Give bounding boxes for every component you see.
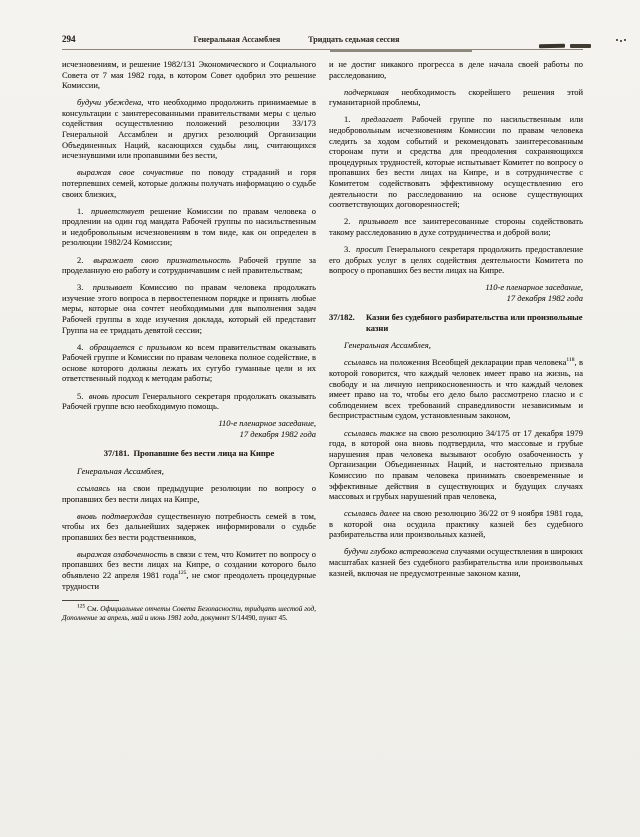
paragraph bbox=[329, 508, 583, 540]
footnote-text: , документ S/14490, пункт 45. bbox=[197, 614, 288, 623]
italic-lead: вновь подтверждая bbox=[77, 510, 153, 521]
paragraph-text: в связи с тем, что Комитет по вопросу о пропавших без вести лицах на Кипре, о создании которого было объявлено 22 апреля 1981 года bbox=[62, 548, 316, 581]
italic-lead: вновь просит bbox=[88, 390, 139, 401]
paragraph-text: Рабочей группе за проделанную ею работу и сотрудничавшим с ней правительствам; bbox=[62, 254, 317, 276]
paragraph-text: решение Комиссии по правам человека о продлении на один год мандата Рабочей группы по насильственным и недобровольным исчезновениям в том виде, как он определен в резолюции 1982/24 Комиссии; bbox=[62, 205, 316, 248]
paragraph-text: , что необходимо продолжить принимаемые в консультации с заинтересованными правительствами меры с целью содействия осуществлению положений резолюции 33/173 Генеральной Ассамблеи и других резолюций Организации Объединенных Наций, касающихся судьбы лиц, считающихся исчезнувшими или пропавшими без вести, bbox=[62, 97, 317, 161]
paragraph bbox=[62, 97, 316, 161]
scan-artifact-bar bbox=[539, 44, 565, 48]
paragraph-text: Генерального секретаря продолжить предоставление его добрых услуг в целях содействия деятельности Комитета по вопросу о пропавших без вести лицах на Кипре. bbox=[329, 243, 584, 276]
paragraph bbox=[62, 483, 316, 504]
footnote-marker: 125 bbox=[77, 603, 86, 610]
paragraph-text: Генерального секретаря продолжать оказывать Рабочей группе всю необходимую помощь. bbox=[62, 390, 316, 412]
paragraph-text: на свою резолюцию 34/175 от 17 декабря 1979 года, в которой она вновь подтвердила, что массовые и грубые нарушения прав человека вызывают особую озабоченность у Организации Объединенных Наций, и настоятельно призвала Комиссию по правам человека принимать своевременные и эффективные действия в существующих и будущих случаях массовых и грубых нарушений прав человека, bbox=[329, 427, 583, 502]
paragraph-text: случаями осуществления в широких масштабах казней без судебного разбирательства или произвольных казней, включая не предусмотренные законом казни, bbox=[329, 546, 583, 578]
italic-lead: будучи убеждена bbox=[77, 97, 142, 108]
paragraph-text: на свои предыдущие резолюции по вопросу о пропавших без вести лицах на Кипре, bbox=[62, 482, 316, 504]
paragraph bbox=[329, 357, 583, 421]
paragraph bbox=[329, 87, 583, 108]
italic-lead: подчеркивая bbox=[344, 86, 389, 97]
running-title-session: Тридцать седьмая сессия bbox=[308, 35, 400, 44]
paragraph-text: ко всем правительствам оказывать Рабочей группе и Комиссии по правам человека полное содействие, в основе которого должны лежать их сугубо гуманные цели и их ответственный подход к методам работы; bbox=[62, 341, 317, 384]
paragraph bbox=[62, 511, 316, 543]
italic-lead: выражает свою признательность bbox=[93, 254, 231, 265]
italic-lead: ссылаясь также bbox=[344, 427, 406, 438]
paragraph-text: на свою резолюцию 36/22 от 9 ноября 1981 года, в которой она осудила практику казней без судебного разбирательства или произвольных казней, bbox=[329, 508, 584, 540]
item-number: 5. bbox=[77, 390, 84, 401]
resolution-item bbox=[329, 114, 583, 209]
resolution-number: 37/182. bbox=[329, 312, 355, 323]
paragraph-text: существенную потребность семей в том, чтобы их без дальнейших задержек информировали о судьбе пропавших без вести родственников, bbox=[62, 510, 316, 542]
item-number: 2. bbox=[344, 216, 351, 227]
italic-lead: ссылаясь bbox=[344, 357, 377, 368]
paragraph-text: Рабочей группе по насильственным или недобровольным исчезновениям Комиссии по правам человека следить за ходом событий и рекомендовать заинтересованным сторонам пути и средства для преодоления сохраняющихся процедурных трудностей, которые испытывает Комитет по вопросу о пропавших без вести лицах на Кипре, и в сотрудничестве с Комитетом содействовать эффективному осуществлению его деятельности по расследованию на основе существующих соответствующих договоренностей; bbox=[329, 114, 583, 210]
right-column bbox=[329, 59, 583, 630]
italic-lead: ссылаясь bbox=[77, 482, 110, 493]
footnote-reference: 118 bbox=[566, 357, 575, 364]
item-number: 3. bbox=[77, 282, 84, 293]
footnote-reference: 125 bbox=[178, 570, 187, 577]
session-note bbox=[62, 418, 316, 439]
resolution-heading-37-181 bbox=[62, 448, 316, 459]
resolution-title: Казни без судебного разбирательства или произвольные казни bbox=[366, 312, 583, 333]
resolution-item bbox=[62, 342, 316, 384]
paragraph bbox=[329, 546, 583, 578]
footnote-text: См. bbox=[85, 605, 101, 614]
resolution-heading-37-182 bbox=[329, 312, 583, 333]
scan-artifact-rule bbox=[330, 50, 472, 52]
item-number: 3. bbox=[344, 243, 351, 254]
resolution-item bbox=[62, 282, 316, 335]
scan-artifact-bar bbox=[570, 44, 591, 48]
resolution-item bbox=[329, 216, 583, 237]
page-number: 294 bbox=[62, 34, 76, 44]
paragraph bbox=[62, 59, 316, 91]
paragraph-text: и не достиг никакого прогресса в деле начала своей работы по расследованию, bbox=[329, 59, 583, 80]
assembly-lead bbox=[329, 340, 583, 351]
italic-lead: выражая озабоченность bbox=[77, 548, 168, 559]
italic-lead: выражая свое сочувствие bbox=[77, 167, 184, 178]
resolution-item bbox=[62, 206, 316, 248]
assembly-lead-text: Генеральная Ассамблея, bbox=[77, 465, 164, 476]
two-column-body bbox=[62, 59, 583, 630]
scan-artifact-dots bbox=[616, 39, 618, 41]
resolution-item bbox=[62, 391, 316, 412]
resolution-title: Пропавшие без вести лица на Кипре bbox=[133, 448, 275, 459]
paragraph bbox=[62, 549, 316, 591]
paragraph-text: все заинтересованные стороны содействовать такому расследованию в духе сотрудничества и доброй воли; bbox=[329, 216, 583, 237]
assembly-lead-text: Генеральная Ассамблея, bbox=[344, 340, 431, 351]
running-title-assembly: Генеральная Ассамблея bbox=[193, 35, 281, 44]
paragraph bbox=[329, 59, 583, 80]
paragraph bbox=[62, 167, 316, 199]
footnote-source: Официальные отчеты Совета Безопасности, тридцать шестой год, Дополнение за апрель, май и июнь 1981 года bbox=[62, 605, 316, 623]
italic-lead: призывает bbox=[92, 282, 133, 293]
session-note-line: 17 декабря 1982 года bbox=[506, 292, 583, 303]
resolution-number: 37/181. bbox=[103, 448, 130, 459]
session-note-line: 110-е пленарное заседание, bbox=[485, 282, 583, 293]
italic-lead: призывает bbox=[358, 216, 399, 227]
paragraph-text: на положения Всеобщей декларации прав человека bbox=[376, 357, 567, 368]
italic-lead: обращается с призывом bbox=[89, 341, 182, 352]
italic-lead: приветствует bbox=[91, 205, 145, 216]
italic-lead: предлагает bbox=[361, 114, 403, 125]
running-head bbox=[62, 34, 583, 50]
assembly-lead bbox=[62, 466, 316, 477]
footnote-rule bbox=[62, 600, 119, 601]
paragraph-text: необходимость скорейшего решения этой гуманитарной проблемы, bbox=[329, 86, 583, 108]
item-number: 1. bbox=[77, 205, 84, 216]
paragraph-text: Комиссию по правам человека продолжать изучение этого вопроса в первостепенном порядке и принять любые меры, которые она сочтет необходимыми для выполнения задач Рабочей группы в ходе изучения доклада, который ей представит Группа на ее тридцать девятой сессии; bbox=[62, 282, 316, 335]
italic-lead: просит bbox=[356, 243, 383, 254]
footnote bbox=[62, 605, 316, 623]
item-number: 2. bbox=[77, 254, 84, 265]
paragraph-text: , не смог преодолеть процедурные трудности bbox=[62, 570, 316, 591]
resolution-item bbox=[62, 255, 316, 276]
item-number: 4. bbox=[77, 341, 84, 352]
session-note-line: 110-е пленарное заседание, bbox=[218, 418, 316, 429]
italic-lead: будучи глубоко встревожена bbox=[344, 546, 449, 557]
italic-lead: ссылаясь далее bbox=[344, 508, 400, 519]
paragraph-text: , в которой говорится, что каждый человек имеет право на жизнь, на свободу и на личную неприкосновенность и что каждый человек имеет право на то, чтобы его дело было рассмотрено гласно и с соблюдением всех требований справедливости независимым и беспристрастным судом, установленным законом, bbox=[329, 357, 583, 421]
resolution-item bbox=[329, 244, 583, 276]
paragraph bbox=[329, 428, 583, 502]
session-note bbox=[329, 282, 583, 303]
session-note-line: 17 декабря 1982 года bbox=[239, 428, 316, 439]
left-column bbox=[62, 59, 316, 630]
paragraph-text: исчезновениям, и решение 1982/131 Экономического и Социального Совета от 7 мая 1982 года, в котором Совет одобрил это решение Комиссии, bbox=[62, 59, 316, 91]
item-number: 1. bbox=[344, 114, 351, 125]
paragraph-text: по поводу страданий и горя потерпевших семей, которые должны получать информацию о судьбе своих близких, bbox=[62, 167, 317, 199]
